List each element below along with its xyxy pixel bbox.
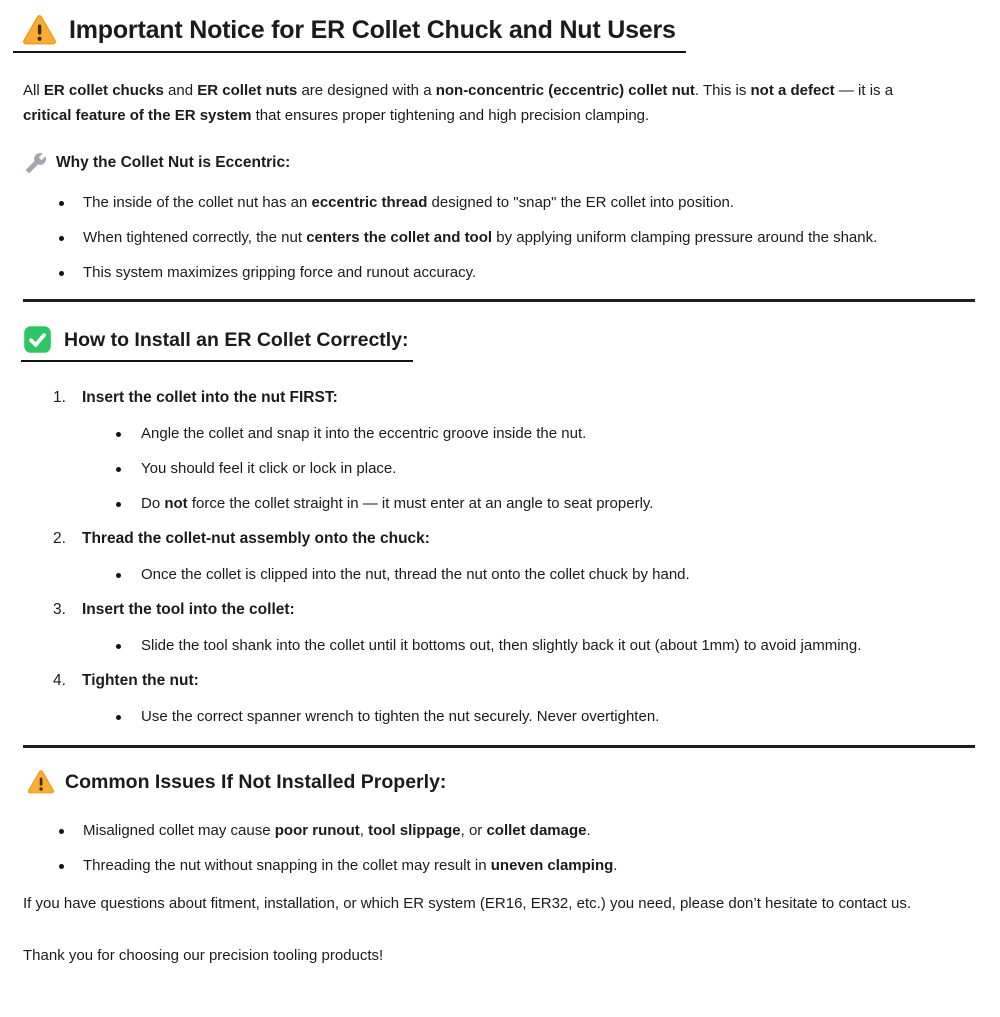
step-number: 1.: [53, 389, 66, 406]
intro-paragraph: All ER collet chucks and ER collet nuts are designed with a non-concentric (eccentric) collet nut. This is not a defect — it is a critical feature of the ER system that ensures proper tightening and high precision clamping.: [23, 82, 894, 124]
why-section-heading-text: Why the Collet Nut is Eccentric:: [56, 154, 291, 171]
step-title: Tighten the nut:: [82, 672, 199, 689]
issues-section-heading-text: Common Issues If Not Installed Properly:: [65, 771, 447, 793]
step-number: 2.: [53, 530, 66, 547]
check-mark-icon: [23, 325, 52, 354]
step-number: 3.: [53, 601, 66, 618]
list-item: The inside of the collet nut has an eccentric thread designed to "snap" the ER collet into position.: [23, 193, 975, 213]
step-item: [23, 529, 975, 549]
warning-triangle-icon: [23, 15, 56, 45]
issues-section-heading: [28, 769, 975, 795]
list-item: Do not force the collet straight in — it must enter at an angle to seat properly.: [23, 494, 975, 514]
section-divider: [23, 745, 975, 748]
install-section-heading: [21, 325, 413, 362]
step-item: [23, 388, 975, 408]
page-title-text: Important Notice for ER Collet Chuck and Nut Users: [69, 16, 676, 44]
why-section-heading: [25, 152, 975, 174]
page-title: [13, 14, 686, 53]
step-number: 4.: [53, 672, 66, 689]
list-item: Slide the tool shank into the collet until it bottoms out, then slightly back it out (about 1mm) to avoid jamming.: [23, 636, 975, 656]
contact-paragraph: If you have questions about fitment, installation, or which ER system (ER16, ER32, etc.) you need, please don’t hesitate to contact us.: [23, 895, 911, 912]
list-item: Use the correct spanner wrench to tighten the nut securely. Never overtighten.: [23, 707, 975, 727]
step-item: [23, 600, 975, 620]
step-title: Insert the tool into the collet:: [82, 601, 295, 618]
list-item: Misaligned collet may cause poor runout, tool slippage, or collet damage.: [23, 821, 975, 841]
list-item: Threading the nut without snapping in the collet may result in uneven clamping.: [23, 856, 975, 876]
step-title: Thread the collet-nut assembly onto the chuck:: [82, 530, 430, 547]
list-item: You should feel it click or lock in place.: [23, 459, 975, 479]
step-title: Insert the collet into the nut FIRST:: [82, 389, 338, 406]
install-section-heading-text: How to Install an ER Collet Correctly:: [64, 328, 409, 351]
list-item: This system maximizes gripping force and runout accuracy.: [23, 263, 975, 283]
list-item: Angle the collet and snap it into the eccentric groove inside the nut.: [23, 424, 975, 444]
wrench-icon: [25, 152, 47, 174]
step-item: [23, 671, 975, 691]
list-item: When tightened correctly, the nut centers the collet and tool by applying uniform clamping pressure around the shank.: [23, 228, 975, 248]
thanks-paragraph: Thank you for choosing our precision tooling products!: [23, 947, 384, 964]
section-divider: [23, 299, 975, 302]
install-steps-list: [23, 388, 975, 727]
why-bullet-list: [23, 193, 975, 283]
issues-bullet-list: [23, 821, 975, 876]
warning-triangle-icon: [28, 770, 54, 794]
list-item: Once the collet is clipped into the nut, thread the nut onto the collet chuck by hand.: [23, 565, 975, 585]
